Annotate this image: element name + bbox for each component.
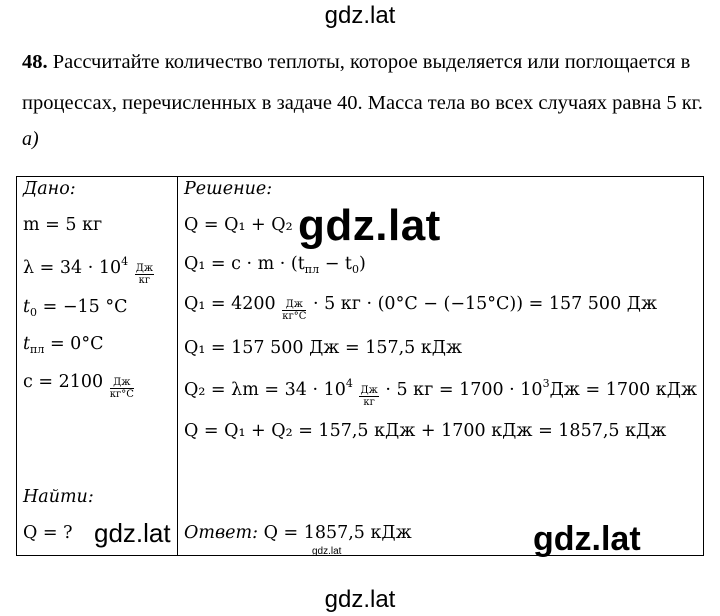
given-column [17,177,178,556]
given-mass: m = 5 кг [23,215,103,235]
answer-label: Ответ: [184,523,258,543]
watermark-center: gdz.lat [298,201,441,250]
solution-line-2: $Q_1 = c \cdot m \cdot (t_{пл} - t_0)$ [184,254,366,276]
find-value: Q = ? [23,523,73,543]
problem-statement [22,42,712,124]
solution-header: Решение: [184,179,273,199]
watermark-top: gdz.lat [324,2,396,29]
watermark-bottom: gdz.lat [324,586,396,613]
problem-number: 48. [22,51,48,73]
answer-value: Q = 1857,5 кДж [263,523,412,543]
solution-line-1: Q = Q₁ + Q₂ [184,215,293,235]
find-header: Найти: [23,487,94,507]
given-lambda: $\lambda = 34 \cdot 10^4$ $\frac{Дж}{кг}$ [23,255,154,286]
problem-text: Рассчитайте количество теплоты, которое выделяется или поглощается в процессах, перечисленных в задаче 40. Масса тела во всех случаях равна 5 кг. [22,51,703,114]
given-tpl: $t_{пл} = 0^\circ C$ [23,334,104,356]
watermark-tiny: gdz.lat [312,546,342,557]
given-header: Дано: [23,179,76,199]
line3-unit-fraction: $\frac{Дж}{кг^\circ C}$ [282,299,307,322]
part-label: а) [22,128,39,150]
solution-line-6: Q = Q₁ + Q₂ = 157,5 кДж + 1700 кДж = 1857,5 кДж [184,421,667,441]
line5-unit-fraction: $\frac{Дж}{кг}$ [360,385,378,408]
watermark-left: gdz.lat [94,518,171,548]
answer-line [184,523,412,543]
lambda-unit-fraction: $\frac{Дж}{кг}$ [135,263,154,286]
watermark-right: gdz.lat [533,520,641,558]
solution-line-5: $Q_2 = \lambda m = 34 \cdot 10^4$ $\frac{Дж}{кг}$ · 5 кг = $1700 \cdot 10^3Дж = 1700$ кДж [184,377,698,408]
solution-line-3: Q₁ = 4200 $\frac{Дж}{кг^\circ C}$ · 5 кг · (0°C − (−15°C)) = 157 500 Дж [184,294,658,322]
given-t0: $t_0 = -15$ °C [23,297,128,319]
solution-line-4: Q₁ = 157 500 Дж = 157,5 кДж [184,338,463,358]
c-unit-fraction: $\frac{Дж}{кг^\circ C}$ [109,377,134,400]
given-c: c = 2100 $\frac{Дж}{кг^\circ C}$ [23,372,134,400]
